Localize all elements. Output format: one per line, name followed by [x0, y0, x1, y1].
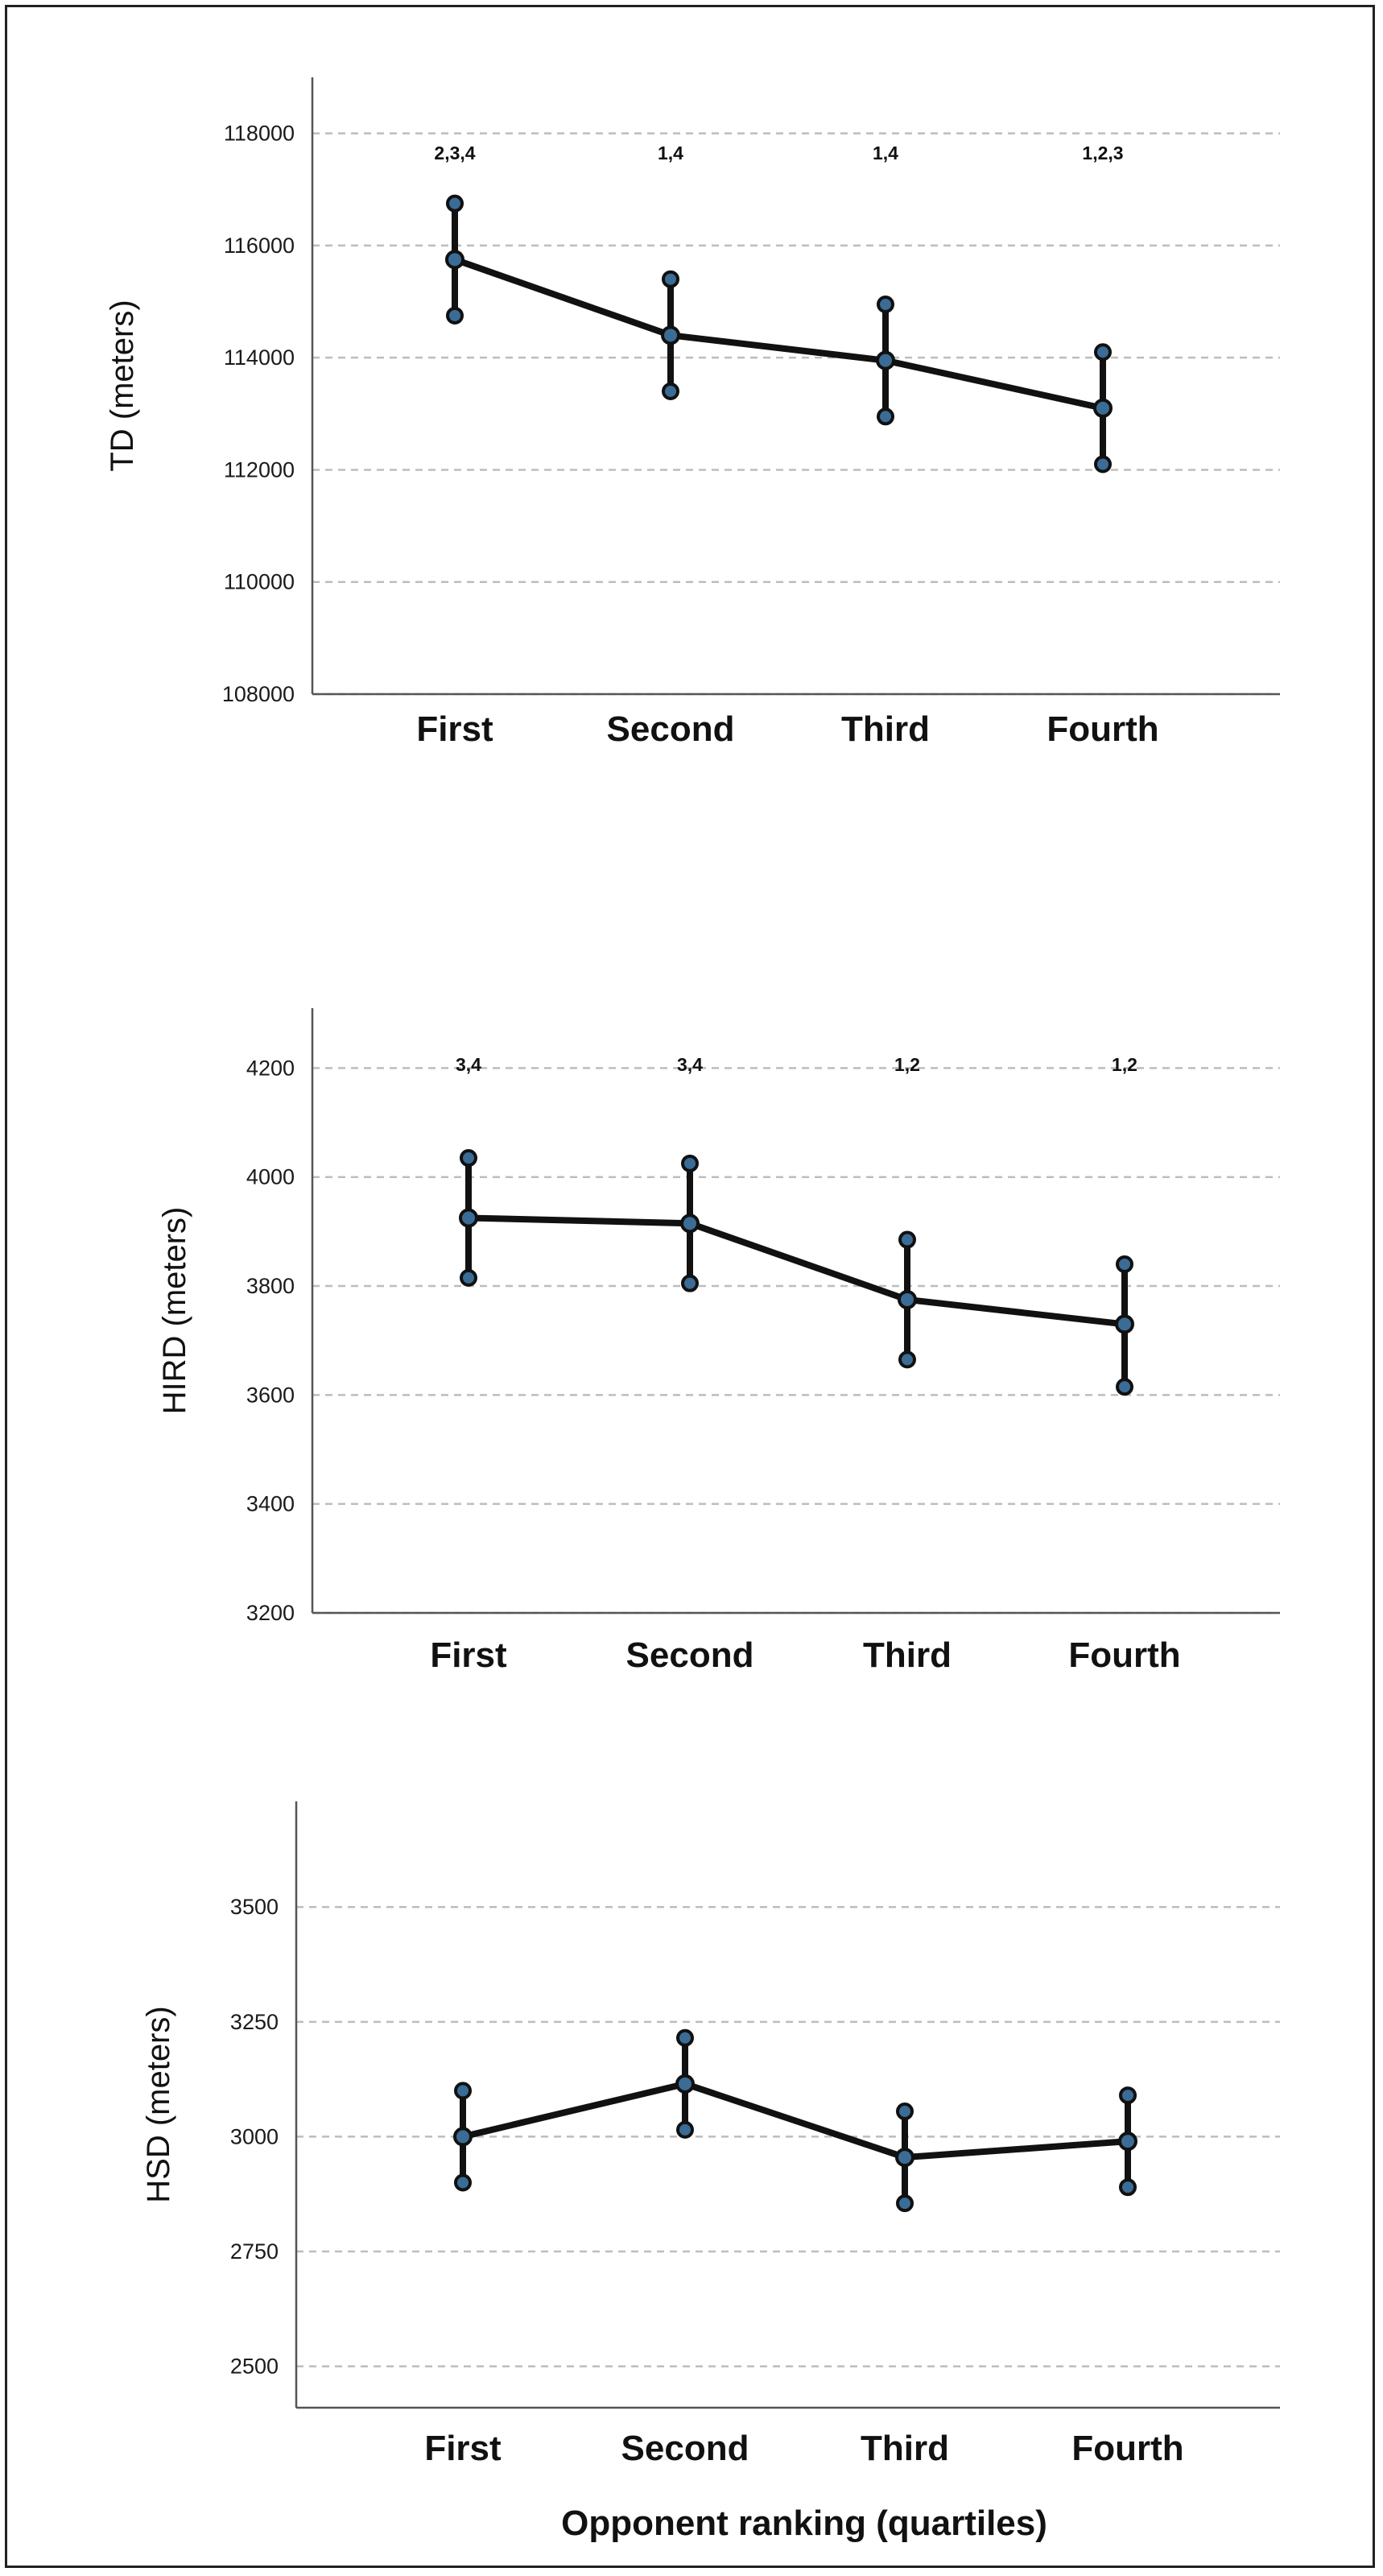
x-category-label: Third: [841, 709, 930, 749]
significance-label: 1,2: [1112, 1054, 1137, 1075]
y-tick-label: 4000: [246, 1164, 295, 1189]
x-category-label: Third: [861, 2429, 949, 2468]
mean-point: [1095, 400, 1111, 416]
x-category-label: Second: [606, 709, 735, 749]
significance-label: 3,4: [456, 1054, 481, 1075]
mean-point: [1117, 1316, 1133, 1332]
error-cap: [683, 1156, 697, 1171]
error-cap: [683, 1276, 697, 1291]
error-cap: [1096, 345, 1110, 359]
significance-label: 1,2,3: [1082, 143, 1124, 163]
error-cap: [461, 1151, 476, 1165]
error-cap: [448, 308, 462, 323]
y-axis-title: HIRD (meters): [157, 1206, 192, 1415]
error-cap: [1117, 1257, 1132, 1271]
y-tick-label: 2750: [229, 2239, 279, 2264]
x-category-label: Fourth: [1047, 709, 1159, 749]
y-tick-label: 3000: [229, 2124, 279, 2149]
significance-label: 1,2: [894, 1054, 920, 1075]
error-cap: [678, 2123, 692, 2137]
x-category-label: First: [424, 2429, 502, 2468]
error-cap: [461, 1271, 476, 1285]
mean-point: [899, 1292, 915, 1308]
panel-hsd: [141, 1801, 1280, 2543]
y-tick-label: 116000: [223, 233, 295, 258]
error-cap: [900, 1233, 914, 1247]
error-cap: [898, 2196, 912, 2210]
x-axis-title: Opponent ranking (quartiles): [561, 2504, 1047, 2543]
significance-label: 3,4: [677, 1054, 703, 1075]
y-axis-title: TD (meters): [105, 300, 140, 472]
error-cap: [878, 409, 893, 424]
error-cap: [1096, 457, 1110, 471]
significance-label: 1,4: [658, 143, 683, 163]
mean-point: [455, 2128, 471, 2144]
error-cap: [900, 1352, 914, 1367]
y-axis-title: HSD (meters): [141, 2006, 176, 2203]
y-tick-label: 3400: [246, 1491, 295, 1516]
mean-point: [447, 251, 463, 267]
error-cap: [1117, 1379, 1132, 1394]
mean-line: [455, 259, 1103, 408]
significance-label: 1,4: [873, 143, 898, 163]
error-cap: [1121, 2180, 1135, 2194]
y-tick-label: 118000: [223, 121, 295, 146]
mean-point: [1120, 2133, 1136, 2149]
x-category-label: Third: [863, 1635, 952, 1675]
panel-hird: [157, 1008, 1280, 1675]
y-tick-label: 3250: [229, 2009, 279, 2034]
y-tick-label: 110000: [223, 569, 295, 594]
x-category-label: First: [416, 709, 493, 749]
panel-td: [105, 77, 1280, 749]
y-tick-label: 3600: [246, 1383, 295, 1408]
error-cap: [456, 2175, 470, 2189]
mean-point: [877, 353, 894, 369]
error-cap: [878, 297, 893, 312]
mean-point: [663, 327, 679, 343]
y-tick-label: 112000: [223, 457, 295, 482]
mean-point: [677, 2076, 693, 2092]
error-cap: [448, 196, 462, 211]
mean-point: [897, 2149, 913, 2165]
error-cap: [663, 272, 678, 287]
x-category-label: First: [430, 1635, 507, 1675]
x-category-label: Fourth: [1068, 1635, 1181, 1675]
y-tick-label: 3500: [229, 1895, 279, 1920]
y-tick-label: 3200: [246, 1601, 295, 1625]
error-cap: [898, 2104, 912, 2119]
x-category-label: Second: [625, 1635, 754, 1675]
mean-line: [463, 2084, 1128, 2157]
error-cap: [663, 384, 678, 399]
mean-line: [469, 1218, 1125, 1324]
y-tick-label: 3800: [246, 1274, 295, 1299]
y-tick-label: 114000: [223, 345, 295, 370]
error-cap: [1121, 2088, 1135, 2103]
error-cap: [456, 2083, 470, 2098]
x-category-label: Second: [621, 2429, 749, 2468]
x-category-label: Fourth: [1071, 2429, 1184, 2468]
significance-label: 2,3,4: [434, 143, 476, 163]
error-cap: [678, 2031, 692, 2045]
y-tick-label: 4200: [246, 1056, 295, 1081]
y-tick-label: 108000: [221, 682, 295, 706]
mean-point: [460, 1209, 477, 1226]
mean-point: [682, 1215, 698, 1231]
y-tick-label: 2500: [229, 2354, 279, 2379]
